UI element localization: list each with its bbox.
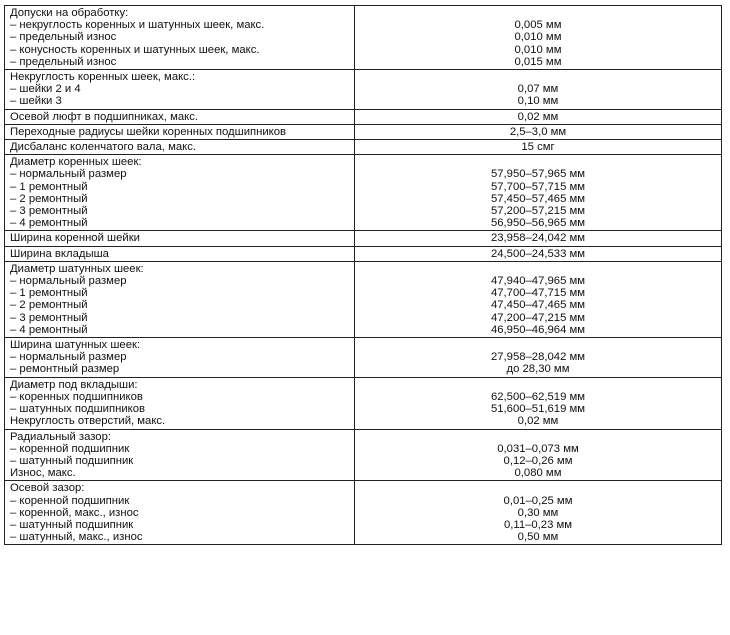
spec-row: [5, 70, 722, 110]
parameter-heading: Допуски на обработку:: [10, 7, 129, 19]
spec-row: [5, 481, 722, 545]
parameter-item-label: Износ, макс.: [10, 467, 76, 480]
parameter-item-value: 56,950–56,965 мм: [490, 217, 586, 230]
parameter-item-label: – нормальный размер: [10, 351, 127, 364]
parameter-item-value: 0,10 мм: [517, 95, 559, 108]
spec-row: [5, 429, 722, 481]
spec-row: [5, 155, 722, 231]
parameter-item-label: – некруглость коренных и шатунных шеек, макс.: [10, 19, 265, 32]
parameter-item-value: 27,958–28,042 мм: [490, 351, 586, 364]
spec-row: [5, 140, 722, 155]
parameter-heading: Ширина коренной шейки: [10, 232, 140, 245]
parameter-item-value: 51,600–51,619 мм: [490, 403, 586, 416]
value-cell: [355, 338, 722, 378]
value-cell: [355, 70, 722, 110]
parameter-cell: [5, 377, 355, 429]
parameter-item-value: 0,50 мм: [517, 531, 559, 544]
parameter-item-value: 47,940–47,965 мм: [490, 275, 586, 288]
value-cell: [355, 6, 722, 70]
parameter-item-label: – 4 ремонтный: [10, 323, 88, 336]
value-cell: [355, 140, 722, 155]
value-cell: [355, 231, 722, 246]
parameter-item-value: 0,30 мм: [517, 506, 559, 519]
parameter-item-value: 57,700–57,715 мм: [490, 180, 586, 193]
parameter-item-label: – шейки 3: [10, 95, 62, 108]
parameter-item-value: 57,950–57,965 мм: [490, 168, 586, 181]
value-cell: [355, 109, 722, 124]
crankshaft-spec-table: [4, 5, 722, 545]
parameter-item-value: 0,02 мм: [517, 415, 559, 428]
parameter-heading: Ширина шатунных шеек:: [10, 339, 141, 352]
parameter-item-label: – 3 ремонтный: [10, 205, 88, 218]
parameter-cell: [5, 246, 355, 261]
parameter-heading: Дисбаланс коленчатого вала, макс.: [10, 141, 196, 154]
parameter-item-value: 47,700–47,715 мм: [490, 287, 586, 300]
parameter-item-label: – 1 ремонтный: [10, 180, 88, 193]
parameter-item-label: – шатунный, макс., износ: [10, 531, 143, 544]
parameter-cell: [5, 140, 355, 155]
spec-row: [5, 338, 722, 378]
parameter-item-value: 0,01–0,25 мм: [503, 494, 573, 507]
parameter-item-value: 0,07 мм: [517, 83, 559, 96]
parameter-item-label: – шатунных подшипников: [10, 403, 145, 416]
parameter-cell: [5, 109, 355, 124]
parameter-cell: [5, 429, 355, 481]
parameter-item-label: – шатунный подшипник: [10, 518, 134, 531]
parameter-cell: [5, 338, 355, 378]
parameter-heading: Осевой зазор:: [10, 482, 85, 495]
parameter-heading: Некруглость коренных шеек, макс.:: [10, 71, 196, 84]
parameter-item-label: – коренной, макс., износ: [10, 506, 139, 519]
parameter-value: 0,02 мм: [517, 110, 559, 123]
parameter-item-label: – нормальный размер: [10, 275, 127, 288]
parameter-item-value: 0,010 мм: [514, 43, 562, 56]
parameter-cell: [5, 231, 355, 246]
parameter-item-value: 0,015 мм: [514, 55, 562, 68]
parameter-item-value: 47,450–47,465 мм: [490, 299, 586, 312]
parameter-heading: Осевой люфт в подшипниках, макс.: [10, 110, 198, 123]
value-cell: [355, 429, 722, 481]
parameter-item-label: – шейки 2 и 4: [10, 83, 81, 96]
parameter-value: 2,5–3,0 мм: [509, 125, 567, 138]
parameter-item-label: – коренных подшипников: [10, 390, 143, 403]
value-cell: [355, 481, 722, 545]
parameter-item-label: – 3 ремонтный: [10, 311, 88, 324]
value-cell: [355, 246, 722, 261]
parameter-item-value: 0,11–0,23 мм: [503, 518, 573, 531]
spec-row: [5, 261, 722, 337]
parameter-item-label: – коренной подшипник: [10, 494, 130, 507]
parameter-item-value: 0,12–0,26 мм: [503, 454, 573, 467]
spec-row: [5, 246, 722, 261]
spec-row: [5, 231, 722, 246]
parameter-item-label: Некруглость отверстий, макс.: [10, 415, 166, 428]
parameter-item-label: – 2 ремонтный: [10, 299, 88, 312]
value-cell: [355, 261, 722, 337]
parameter-value: 24,500–24,533 мм: [490, 247, 586, 260]
parameter-item-value: 57,450–57,465 мм: [490, 192, 586, 205]
parameter-item-value: 0,005 мм: [514, 19, 562, 32]
parameter-item-value: 46,950–46,964 мм: [490, 323, 586, 336]
parameter-cell: [5, 155, 355, 231]
parameter-item-label: – 4 ремонтный: [10, 217, 88, 230]
parameter-value: 23,958–24,042 мм: [490, 232, 586, 245]
parameter-heading: Ширина вкладыша: [10, 247, 109, 260]
parameter-cell: [5, 261, 355, 337]
spec-table-body: [5, 6, 722, 545]
parameter-item-label: – ремонтный размер: [10, 363, 120, 376]
parameter-item-value: 62,500–62,519 мм: [490, 390, 586, 403]
parameter-heading: Диаметр коренных шеек:: [10, 156, 142, 169]
parameter-item-label: – 2 ремонтный: [10, 192, 88, 205]
parameter-item-label: – предельный износ: [10, 55, 117, 68]
parameter-item-label: – 1 ремонтный: [10, 287, 88, 300]
parameter-cell: [5, 481, 355, 545]
spec-row: [5, 377, 722, 429]
parameter-item-value: 47,200–47,215 мм: [490, 311, 586, 324]
parameter-item-label: – шатунный подшипник: [10, 454, 134, 467]
parameter-item-label: – предельный износ: [10, 31, 117, 44]
parameter-item-value: 0,080 мм: [514, 467, 562, 480]
parameter-heading: Диаметр под вкладыши:: [10, 378, 138, 391]
spec-row: [5, 109, 722, 124]
parameter-heading: Диаметр шатунных шеек:: [10, 262, 144, 275]
parameter-item-value: 0,010 мм: [514, 31, 562, 44]
parameter-item-label: – коренной подшипник: [10, 442, 130, 455]
parameter-value: 15 смг: [521, 141, 555, 154]
parameter-cell: [5, 70, 355, 110]
value-cell: [355, 124, 722, 139]
spec-row: [5, 6, 722, 70]
parameter-item-label: – конусность коренных и шатунных шеек, макс.: [10, 43, 260, 56]
value-cell: [355, 155, 722, 231]
parameter-item-value: 57,200–57,215 мм: [490, 205, 586, 218]
parameter-cell: [5, 124, 355, 139]
spec-row: [5, 124, 722, 139]
parameter-item-label: – нормальный размер: [10, 168, 127, 181]
value-cell: [355, 377, 722, 429]
parameter-item-value: 0,031–0,073 мм: [497, 442, 579, 455]
parameter-item-value: до 28,30 мм: [506, 363, 570, 376]
parameter-heading: Радиальный зазор:: [10, 430, 112, 443]
parameter-cell: [5, 6, 355, 70]
parameter-heading: Переходные радиусы шейки коренных подшипников: [10, 125, 287, 138]
